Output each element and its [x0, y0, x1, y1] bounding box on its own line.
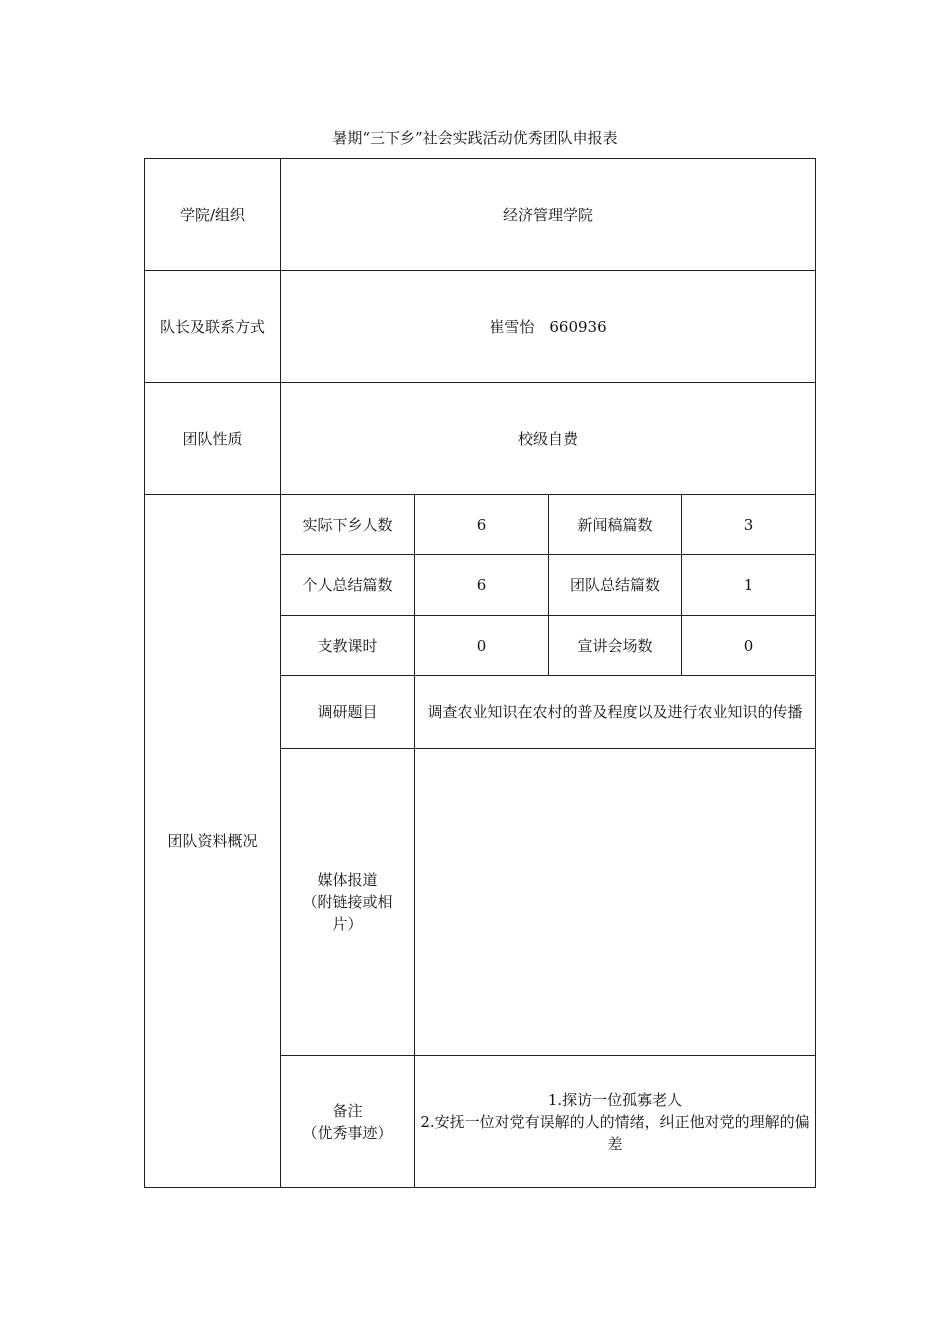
- nature-row: [145, 383, 816, 495]
- media-label-line: （附链接或相: [302, 893, 393, 911]
- media-label: [281, 749, 415, 1056]
- leader-value: 崔雪怡 660936: [281, 271, 816, 383]
- media-value: [415, 749, 816, 1056]
- remarks-value: [415, 1056, 816, 1188]
- stat-value: 0: [415, 616, 549, 676]
- remarks-label: [281, 1056, 415, 1188]
- overview-label: 团队资料概况: [145, 495, 281, 1188]
- stat-label: 新闻稿篇数: [549, 495, 682, 555]
- stat-value: 6: [415, 495, 549, 555]
- stat-value: 3: [682, 495, 816, 555]
- stat-label: 个人总结篇数: [281, 555, 415, 616]
- remarks-label-line: 备注: [332, 1101, 363, 1120]
- stat-label: 实际下乡人数: [281, 495, 415, 555]
- stat-label: 宣讲会场数: [549, 616, 682, 676]
- topic-label: 调研题目: [281, 676, 415, 749]
- college-value: 经济管理学院: [281, 159, 816, 271]
- form-title: 暑期“三下乡”社会实践活动优秀团队申报表: [332, 129, 618, 147]
- media-label-line: 片）: [332, 915, 363, 933]
- college-row: [145, 159, 816, 271]
- leader-row: [145, 271, 816, 383]
- remarks-item: 2.安抚一位对党有误解的人的情绪，纠正他对党的理解的偏差: [420, 1112, 810, 1153]
- college-label: 学院/组织: [145, 159, 281, 271]
- remarks-label-line: （优秀事迹）: [302, 1123, 393, 1142]
- remarks-item: 1.探访一位孤寡老人: [547, 1090, 683, 1109]
- nature-label: 团队性质: [145, 383, 281, 495]
- media-label-line: 媒体报道: [317, 871, 378, 889]
- leader-label: 队长及联系方式: [145, 271, 281, 383]
- stat-label: 支教课时: [281, 616, 415, 676]
- stat-value: 1: [682, 555, 816, 616]
- stats-row: [145, 495, 816, 555]
- nature-value: 校级自费: [281, 383, 816, 495]
- stat-value: 0: [682, 616, 816, 676]
- application-form-table: [144, 158, 816, 1188]
- topic-value: 调查农业知识在农村的普及程度以及进行农业知识的传播: [415, 676, 816, 749]
- stat-label: 团队总结篇数: [549, 555, 682, 616]
- stat-value: 6: [415, 555, 549, 616]
